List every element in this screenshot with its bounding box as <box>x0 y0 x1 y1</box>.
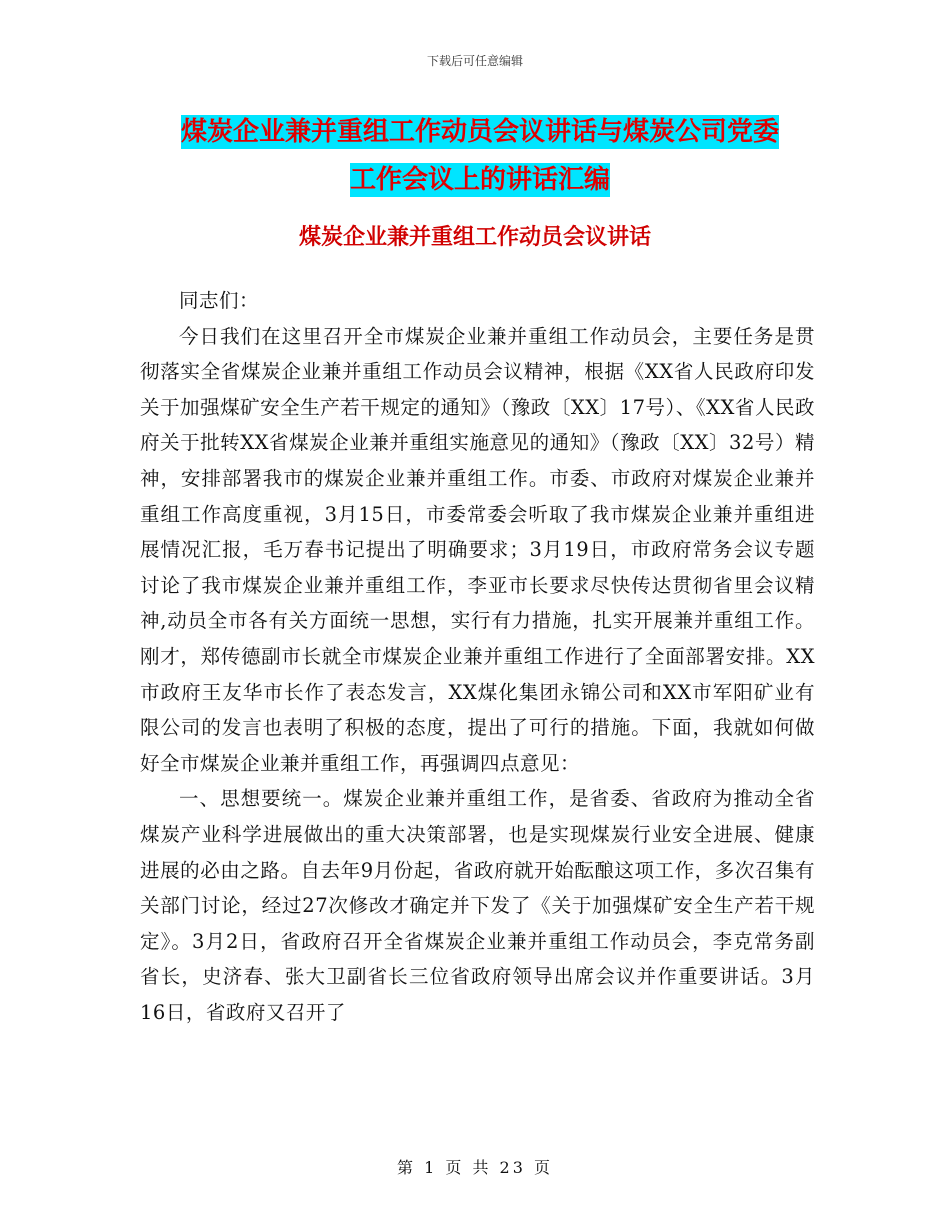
document-title-line-1: 煤炭企业兼并重组工作动员会议讲话与煤炭公司党委 <box>180 117 779 147</box>
body-paragraph: 今日我们在这里召开全市煤炭企业兼并重组工作动员会，主要任务是贯彻落实全省煤炭企业兼并重组工作动员会议精神，根据《XX省人民政府印发关于加强煤矿安全生产若干规定的通知》（豫政〔XX〕17号）、《XX省人民政府关于批转XX省煤炭企业兼并重组实施意见的通知》（豫政〔XX〕32号）精神，安排部署我市的煤炭企业兼并重组工作。市委、市政府对煤炭企业兼并重组工作高度重视，3月15日，市委常委会听取了我市煤炭企业兼并重组进展情况汇报，毛万春书记提出了明确要求；3月19日，市政府常务会议专题讨论了我市煤炭企业兼并重组工作，李亚市长要求尽快传达贯彻省里会议精神,动员全市各有关方面统一思想，实行有力措施，扎实开展兼并重组工作。刚才，郑传德副市长就全市煤炭企业兼并重组工作进行了全面部署安排。XX市政府王友华市长作了表态发言，XX煤化集团永锦公司和XX市军阳矿业有限公司的发言也表明了积极的态度，提出了可行的措施。下面，我就如何做好全市煤炭企业兼并重组工作，再强调四点意见： <box>140 324 815 775</box>
document-title <box>140 108 820 204</box>
salutation: 同志们： <box>179 289 260 312</box>
section-title: 煤炭企业兼并重组工作动员会议讲话 <box>298 224 651 250</box>
page-header-note: 下载后可任意编辑 <box>426 54 523 68</box>
document-body <box>140 283 815 1030</box>
page-number-footer: 第 1 页 共 23 页 <box>397 1158 553 1177</box>
document-title-line-2: 工作会议上的讲话汇编 <box>349 165 610 195</box>
body-paragraph: 一、思想要统一。煤炭企业兼并重组工作，是省委、省政府为推动全省煤炭产业科学进展做出的重大决策部署，也是实现煤炭行业安全进展、健康进展的必由之路。自去年9月份起，省政府就开始酝酿这项工作，多次召集有关部门讨论，经过27次修改才确定并下发了《关于加强煤矿安全生产若干规定》。3月2日，省政府召开全省煤炭企业兼并重组工作动员会，李克常务副省长，史济春、张大卫副省长三位省政府领导出席会议并作重要讲话。3月16日，省政府又召开了 <box>140 787 815 1024</box>
